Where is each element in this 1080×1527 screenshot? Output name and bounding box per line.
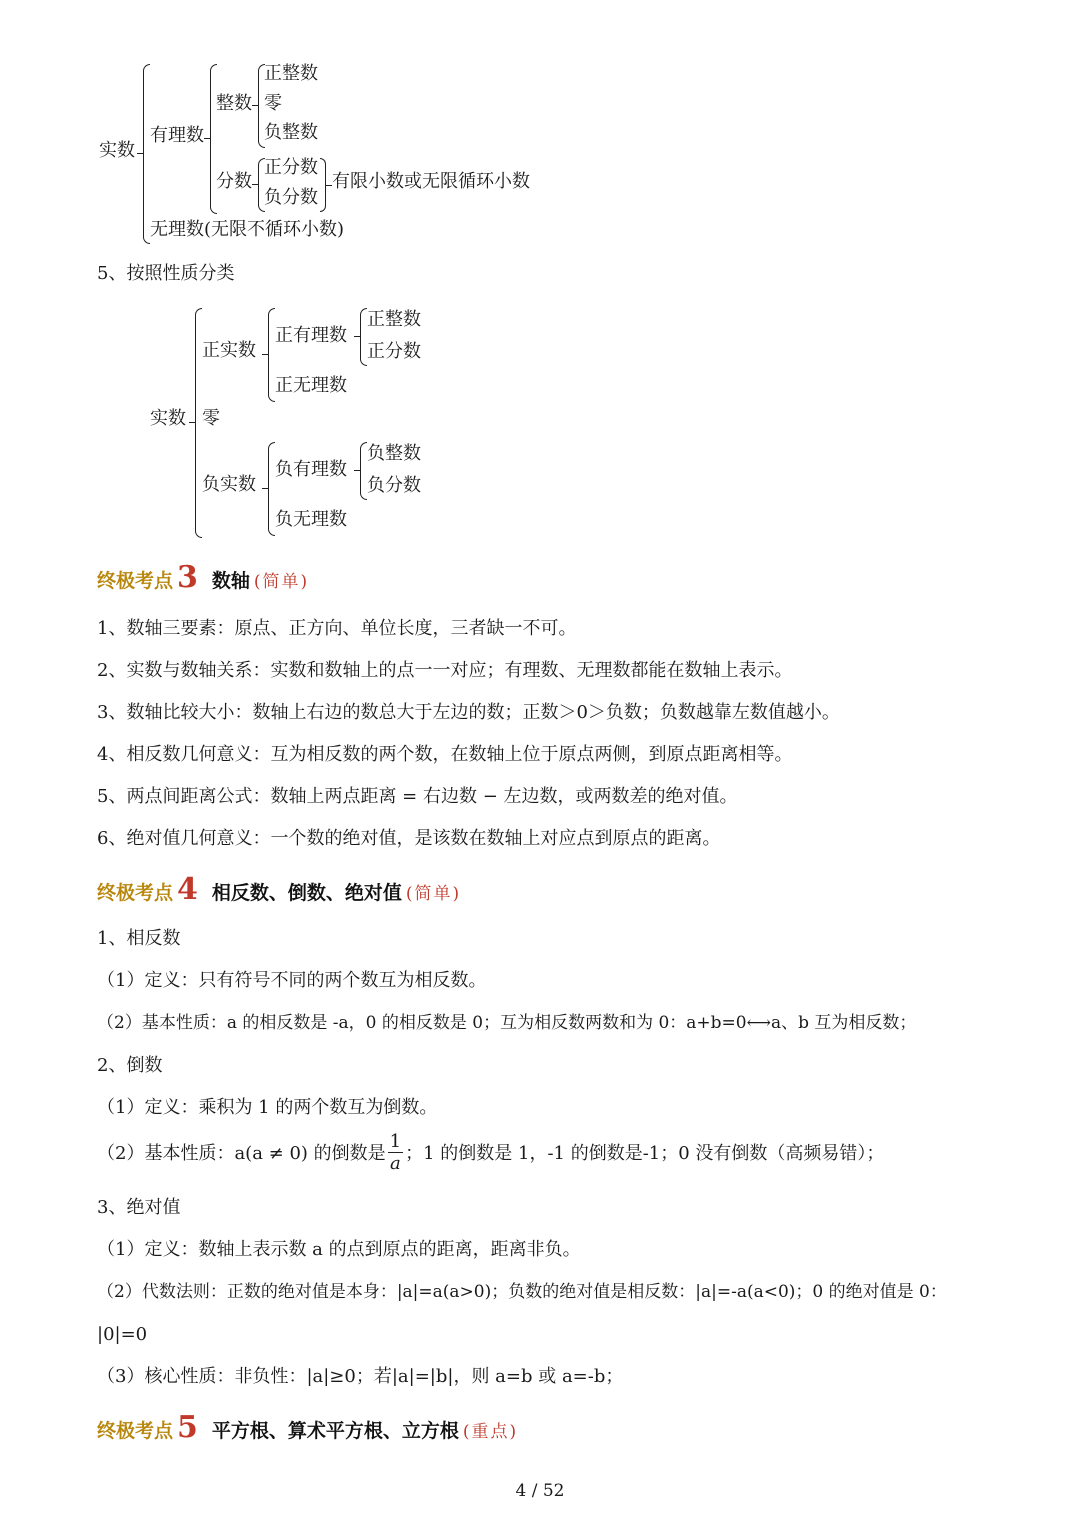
tree-leaf-negative-fraction: 负分数 [264, 187, 318, 208]
heading-number: 5 [177, 1410, 198, 1445]
section-heading-5 [97, 1410, 518, 1445]
reciprocal-property [97, 1132, 884, 1175]
heading-title: 平方根、算术平方根、立方根 [211, 1420, 459, 1442]
tree-node-positive-irrational: 正无理数 [275, 375, 347, 396]
heading-title: 相反数、倒数、绝对值 [211, 882, 402, 904]
difficulty-tag: (简单) [253, 572, 310, 592]
brace [268, 442, 275, 536]
section-heading-4 [97, 872, 461, 907]
absolute-definition: （1）定义：数轴上表示数 a 的点到原点的距离，距离非负。 [97, 1239, 581, 1260]
axis-item-4: 4、相反数几何意义：互为相反数的两个数，在数轴上位于原点两侧，到原点距离相等。 [97, 744, 793, 765]
absolute-rule-continued: |0|=0 [97, 1324, 148, 1345]
tree-leaf-positive-integer: 正整数 [264, 63, 318, 84]
tree-node-positive-real: 正实数 [202, 340, 256, 361]
tree-leaf-negative-fraction: 负分数 [367, 475, 421, 496]
heading-number: 3 [177, 560, 198, 595]
tree-node-negative-rational: 负有理数 [275, 459, 347, 480]
opposite-title: 1、相反数 [97, 928, 181, 949]
heading-title: 数轴 [211, 570, 250, 592]
tree-leaf-positive-fraction: 正分数 [264, 157, 318, 178]
tree-node-positive-rational: 正有理数 [275, 325, 347, 346]
tree-node-integer: 整数 [216, 93, 252, 114]
heading-number: 4 [177, 872, 198, 907]
reciprocal-property-text-cont: ；1 的倒数是 1，-1 的倒数是-1；0 没有倒数（高频易错）； [405, 1142, 885, 1164]
tree-node-negative-real: 负实数 [202, 474, 256, 495]
reciprocal-title: 2、倒数 [97, 1055, 163, 1076]
difficulty-tag: (重点) [462, 1422, 519, 1442]
tree-node-fraction: 分数 [216, 171, 252, 192]
tree-leaf-zero: 零 [264, 93, 282, 114]
brace [268, 308, 275, 402]
tree-note-decimals: 有限小数或无限循环小数 [332, 171, 530, 192]
fraction-denominator: a [388, 1152, 403, 1175]
absolute-core-property: （3）核心性质：非负性：|a|≥0；若|a|=|b|，则 a=b 或 a=-b； [97, 1366, 624, 1387]
brace [360, 308, 367, 366]
heading-label: 终极考点 [97, 1420, 174, 1442]
reciprocal-definition: （1）定义：乘积为 1 的两个数互为倒数。 [97, 1097, 438, 1118]
tree-node-rational: 有理数 [150, 125, 204, 146]
absolute-title: 3、绝对值 [97, 1197, 181, 1218]
axis-item-5: 5、两点间距离公式：数轴上两点距离 = 右边数 − 左边数，或两数差的绝对值。 [97, 786, 738, 807]
section-subtitle: 5、按照性质分类 [97, 263, 235, 284]
tree-leaf-negative-integer: 负整数 [367, 443, 421, 464]
opposite-definition: （1）定义：只有符号不同的两个数互为相反数。 [97, 970, 487, 991]
section-heading-3 [97, 560, 309, 595]
page-number: 4 / 52 [515, 1481, 565, 1501]
fraction-one-over-a [388, 1132, 403, 1175]
tree-root-label: 实数 [99, 140, 135, 161]
heading-label: 终极考点 [97, 882, 174, 904]
brace [143, 64, 150, 244]
axis-item-3: 3、数轴比较大小：数轴上右边的数总大于左边的数；正数＞0＞负数；负数越靠左数值越小。 [97, 702, 840, 723]
tree-node-zero: 零 [202, 408, 220, 429]
fraction-numerator: 1 [389, 1131, 402, 1152]
tree-root-label: 实数 [150, 408, 186, 429]
axis-item-1: 1、数轴三要素：原点、正方向、单位长度，三者缺一不可。 [97, 618, 577, 639]
tree-leaf-positive-integer: 正整数 [367, 309, 421, 330]
opposite-property: （2）基本性质：a 的相反数是 -a，0 的相反数是 0；互为相反数两数和为 0：a+b=0⟷a、b 互为相反数； [97, 1013, 917, 1033]
right-brace [320, 158, 326, 212]
heading-label: 终极考点 [97, 570, 174, 592]
absolute-rule: （2）代数法则：正数的绝对值是本身：|a|=a(a>0)；负数的绝对值是相反数：|a|=-a(a<0)；0 的绝对值是 0： [97, 1282, 947, 1302]
brace [195, 308, 202, 538]
tree-node-irrational: 无理数(无限不循环小数) [150, 219, 345, 240]
brace [360, 442, 367, 500]
tree-leaf-negative-integer: 负整数 [264, 122, 318, 143]
difficulty-tag: (简单) [405, 884, 462, 904]
tree-node-negative-irrational: 负无理数 [275, 509, 347, 530]
tree-leaf-positive-fraction: 正分数 [367, 341, 421, 362]
axis-item-2: 2、实数与数轴关系：实数和数轴上的点一一对应；有理数、无理数都能在数轴上表示。 [97, 660, 793, 681]
reciprocal-property-text: （2）基本性质：a(a ≠ 0) 的倒数是 [97, 1142, 386, 1164]
axis-item-6: 6、绝对值几何意义：一个数的绝对值，是该数在数轴上对应点到原点的距离。 [97, 828, 721, 849]
